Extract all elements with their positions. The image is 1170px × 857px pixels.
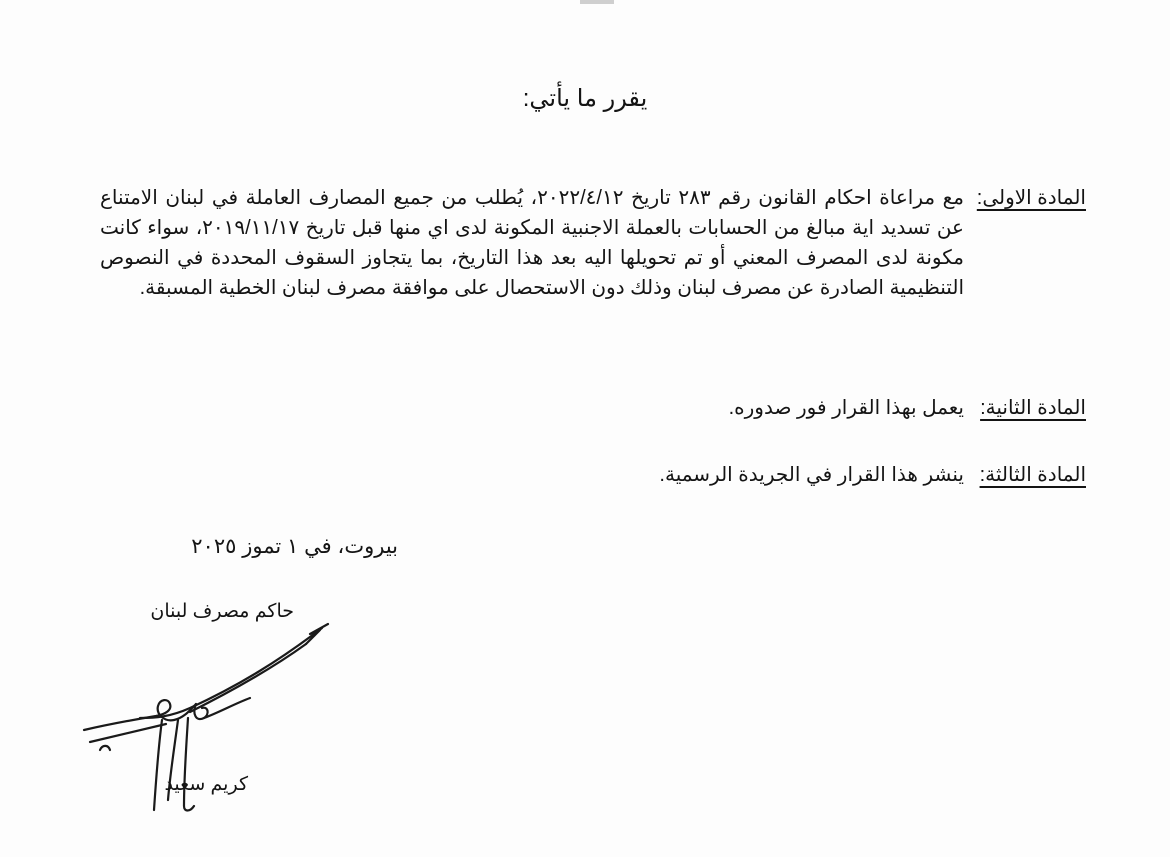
article-3-label: المادة الثالثة: (979, 464, 1086, 486)
governor-title: حاكم مصرف لبنان (150, 601, 294, 622)
scan-mark (580, 0, 614, 4)
article-1-text: مع مراعاة احكام القانون رقم ٢٨٣ تاريخ ٢٠٢٢/٤/١٢، يُطلب من جميع المصارف العاملة في لبنان الامتناع عن تسديد اية مبالغ من الحسابات بالعملة الاجنبية المكونة لدى اي منها قبل تاريخ ٢٠١٩/١١/١٧، سواء كانت مكونة لدى المصرف المعني أو تم تحويلها اليه بعد هذا التاريخ، بما يتجاوز السقوف المحددة في النصوص التنظيمية الصادرة عن مصرف لبنان وذلك دون الاستحصال على موافقة مصرف لبنان الخطية المسبقة. (100, 187, 964, 299)
article-3-text: ينشر هذا القرار في الجريدة الرسمية. (659, 464, 964, 486)
decision-heading: يقرر ما يأتي: (522, 85, 648, 112)
article-3 (96, 460, 1086, 490)
article-1-label: المادة الاولى: (976, 187, 1086, 209)
date-line: بيروت، في ١ تموز ٢٠٢٥ (191, 535, 398, 558)
signer-name: كريم سعيد (164, 774, 248, 795)
article-2-text: يعمل بهذا القرار فور صدوره. (728, 397, 964, 419)
article-1 (96, 183, 1086, 303)
article-2 (96, 393, 1086, 423)
article-2-label: المادة الثانية: (980, 397, 1086, 419)
